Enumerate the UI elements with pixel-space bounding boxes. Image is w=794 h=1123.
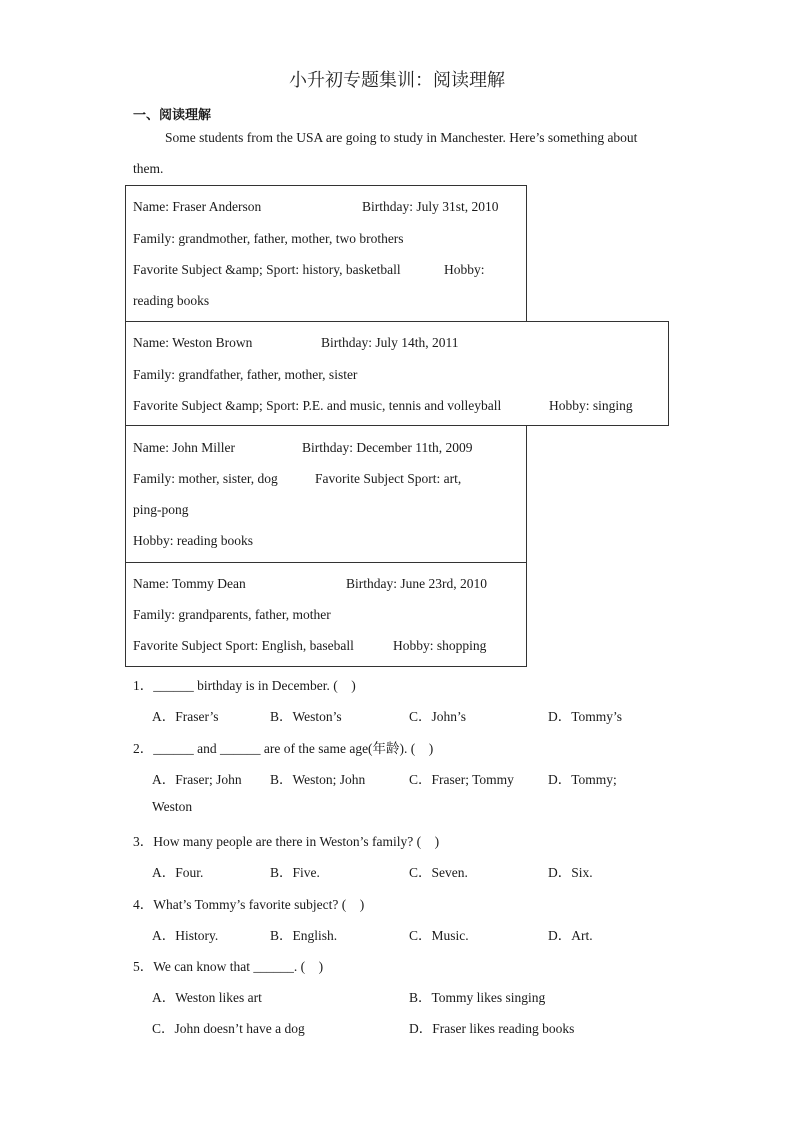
q5-option-d[interactable]: D．Fraser likes reading books [409, 1021, 575, 1036]
question-5: 5．We can know that ______. ( ) [133, 959, 324, 974]
q5-option-a[interactable]: A．Weston likes art [152, 990, 262, 1005]
q2-option-b[interactable]: B．Weston; John [270, 772, 366, 787]
q2-option-a[interactable]: A．Fraser; John [152, 772, 242, 787]
q2-option-d-cont: Weston [152, 799, 193, 814]
q4-option-d[interactable]: D．Art. [548, 928, 593, 943]
q3-option-d[interactable]: D．Six. [548, 865, 593, 880]
q3-option-b[interactable]: B．Five. [270, 865, 320, 880]
card-favorite: Favorite Subject Sport: art, [315, 471, 462, 486]
card-hobby: Hobby: reading books [133, 533, 253, 548]
question-4: 4．What’s Tommy’s favorite subject? ( ) [133, 897, 365, 912]
card-name: Name: Tommy Dean [133, 576, 246, 591]
card-hobby-value: reading books [133, 293, 210, 308]
card-tommy [125, 562, 527, 667]
section-heading: 一、阅读理解 [133, 108, 212, 123]
q4-option-c[interactable]: C．Music. [409, 928, 469, 943]
card-favorite: Favorite Subject Sport: English, baseball [133, 638, 354, 653]
q2-option-d[interactable]: D．Tommy; [548, 772, 617, 787]
card-birthday: Birthday: June 23rd, 2010 [346, 576, 487, 591]
card-family: Family: grandfather, father, mother, sister [133, 367, 358, 382]
card-birthday: Birthday: December 11th, 2009 [302, 440, 473, 455]
card-name: Name: John Miller [133, 440, 235, 455]
card-birthday: Birthday: July 31st, 2010 [362, 199, 499, 214]
q5-option-b[interactable]: B．Tommy likes singing [409, 990, 546, 1005]
card-favorite-cont: ping-pong [133, 502, 189, 517]
q5-option-c[interactable]: C．John doesn’t have a dog [152, 1021, 305, 1036]
intro-line-2: them. [133, 161, 164, 176]
page-title: 小升初专题集训：阅读理解 [289, 70, 505, 91]
card-hobby: Hobby: singing [549, 398, 633, 413]
question-2: 2．______ and ______ are of the same age(年龄). ( ) [133, 741, 434, 756]
card-family: Family: grandmother, father, mother, two brothers [133, 231, 404, 246]
q4-option-a[interactable]: A．History. [152, 928, 219, 943]
q4-option-b[interactable]: B．English. [270, 928, 338, 943]
card-family: Family: mother, sister, dog [133, 471, 278, 486]
card-favorite: Favorite Subject &amp; Sport: P.E. and music, tennis and volleyball [133, 398, 502, 413]
card-birthday: Birthday: July 14th, 2011 [321, 335, 459, 350]
card-fraser [125, 185, 527, 322]
q1-option-b[interactable]: B．Weston’s [270, 709, 342, 724]
card-family: Family: grandparents, father, mother [133, 607, 331, 622]
card-name: Name: Weston Brown [133, 335, 253, 350]
card-name: Name: Fraser Anderson [133, 199, 262, 214]
question-1: 1．______ birthday is in December. ( ) [133, 678, 356, 693]
intro-line-1: Some students from the USA are going to study in Manchester. Here’s something about [165, 130, 638, 145]
card-hobby-label: Hobby: [444, 262, 485, 277]
q1-option-d[interactable]: D．Tommy’s [548, 709, 623, 724]
question-3: 3．How many people are there in Weston’s family? ( ) [133, 834, 440, 849]
card-hobby: Hobby: shopping [393, 638, 487, 653]
q3-option-c[interactable]: C．Seven. [409, 865, 468, 880]
q2-option-c[interactable]: C．Fraser; Tommy [409, 772, 514, 787]
card-weston [125, 321, 669, 426]
q1-option-a[interactable]: A．Fraser’s [152, 709, 219, 724]
card-favorite: Favorite Subject &amp; Sport: history, basketball [133, 262, 401, 277]
q3-option-a[interactable]: A．Four. [152, 865, 204, 880]
q1-option-c[interactable]: C．John’s [409, 709, 467, 724]
card-john [125, 425, 527, 563]
